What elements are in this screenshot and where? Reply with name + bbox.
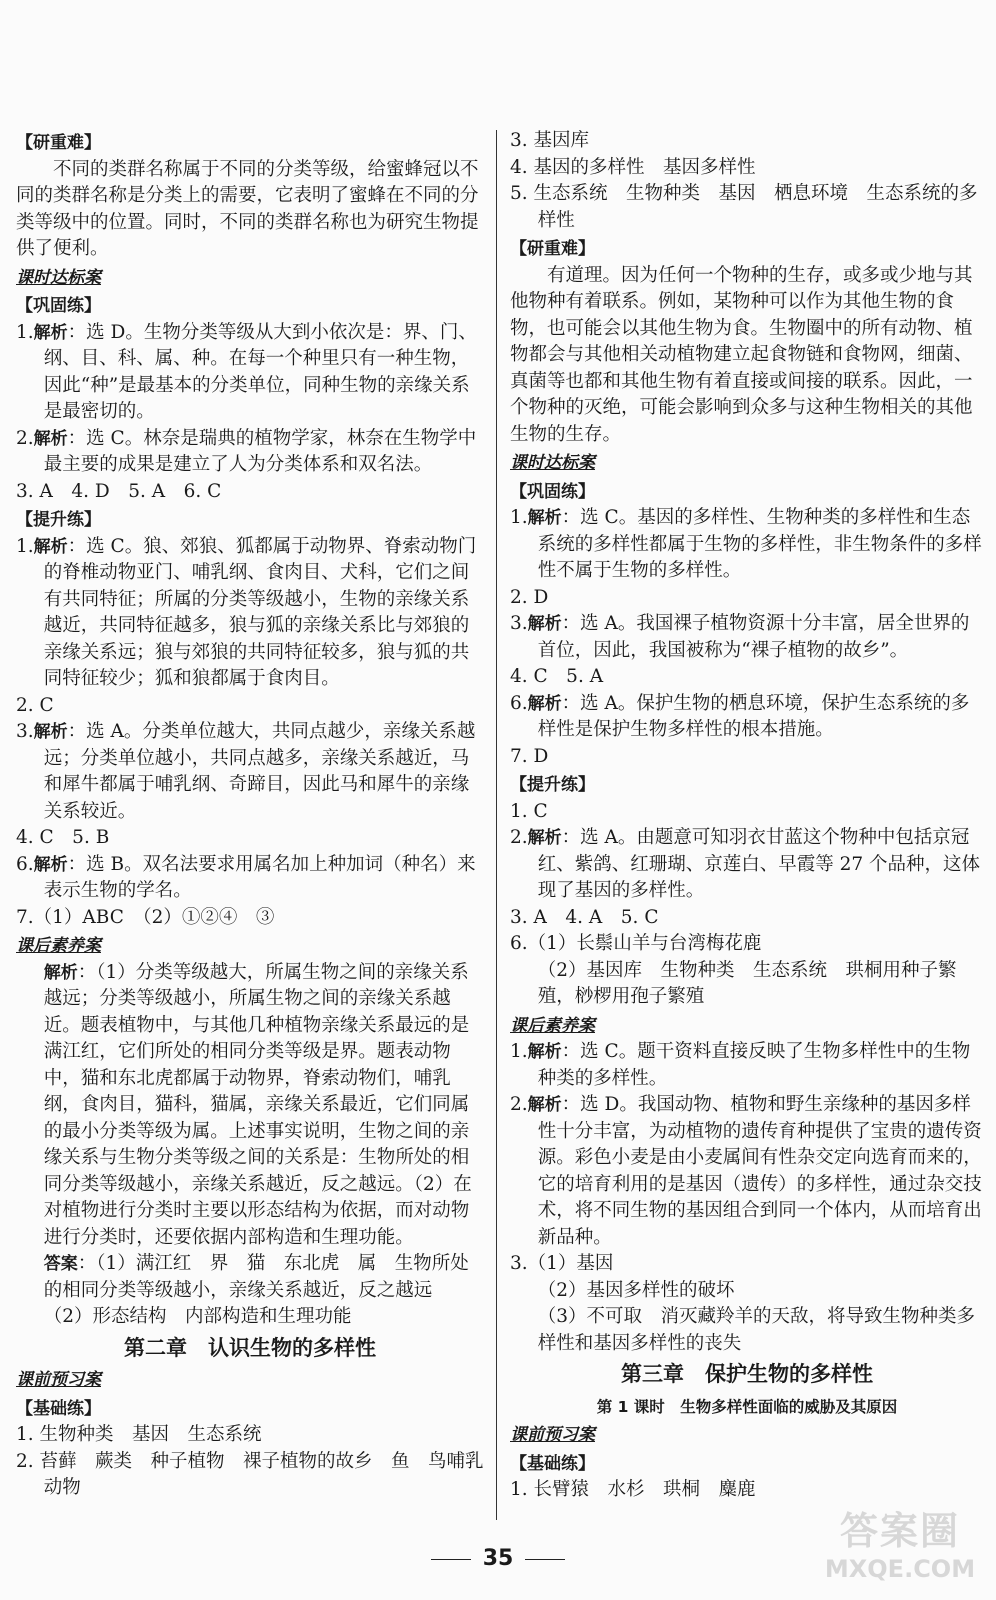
item-number: 2. [510,1094,528,1115]
item-number: 1. [510,507,528,528]
watermark-text: 答案圈 [839,1509,960,1553]
answer-item: （2）基因多样性的破坏 [537,1279,735,1301]
section-title-keqian: 课前预习案 [510,1425,595,1445]
answer-item: 1. 生物种类 基因 生态系统 [16,1424,262,1445]
item-text: ：选 C。题干资料直接反映了生物多样性中的生物种类的多样性。 [537,1041,971,1089]
section-header-tisheng: 【提升练】 [510,775,595,795]
answer-item [510,1092,984,1251]
watermark-logo [812,1508,988,1594]
answer-item: 2. D [510,586,549,608]
answer-item [16,534,484,693]
answer-item: （3）不可取 消灭藏羚羊的天敌，将导致生物种类多样性和基因多样性的丧失 [537,1306,976,1354]
section-header-yan: 【研重难】 [510,239,595,259]
watermark-url: MXQE.COM [824,1555,976,1583]
item-number: 1. [16,535,34,557]
answer-item: 1. 长臂猿 水杉 珙桐 麋鹿 [510,1479,756,1500]
column-divider [496,130,497,1520]
answer-item: 2. C [16,694,54,716]
chapter-title: 第二章 认识生物的多样性 [124,1335,376,1360]
section-title-keshi: 课时达标案 [16,267,101,288]
item-label: 解析 [527,614,562,634]
section-title-keqian: 课前预习案 [16,1370,101,1390]
paragraph: 不同的类群名称属于不同的分类等级，给蜜蜂冠以不同的类群名称是分类上的需要，它表明了蜜蜂在不同的分类等级中的位置。同时，不同的类群名称也为研究生物提供了便利。 [16,158,479,259]
answer-item: 1. C [510,800,548,822]
section-header-yan: 【研重难】 [16,133,101,153]
section-title-keshi: 课时达标案 [510,453,595,473]
answer-item: 3. A 4. D 5. A 6. C [16,480,222,502]
item-text: ：选 A。由题意可知羽衣甘蓝这个物种中包括京冠红、紫鸽、红珊瑚、京莲白、早霞等 27 个品种，这体现了基因的多样性。 [537,827,981,901]
answer-item: （2）基因库 生物种类 生态系统 珙桐用种子繁殖，桫椤用孢子繁殖 [537,959,957,1007]
footer-dash [431,1559,471,1560]
item-label: 解析 [33,322,68,343]
item-text: ：选 D。生物分类等级从大到小依次是：界、门、纲、目、科、属、种。在每一个种里只有一种生物，因此“种”是最基本的分类单位，同种生物的亲缘关系是最密切的。 [43,321,477,422]
item-number: 2. [16,427,34,449]
answer-item: 4. C 5. B [16,827,110,848]
answer-item: 6.（1）长鬃山羊与台湾梅花鹿 [510,933,762,954]
item-text: ：选 B。双名法要求用属名加上种加词（种名）来表示生物的学名。 [43,853,476,901]
analysis-paragraph [16,960,484,1252]
section-header-gonggu: 【巩固练】 [16,296,101,316]
item-text: ：（1）满江红 界 猫 东北虎 属 生物所处的相同分类等级越小，亲缘关系越近，反之越远 [43,1253,469,1301]
item-text: ：选 A。保护生物的栖息环境，保护生态系统的多样性是保护生物多样性的根本措施。 [537,692,970,740]
section-title-kehou: 课后素养案 [16,936,101,956]
item-text: ：（1）分类等级越大，所属生物之间的亲缘关系越远；分类等级越小，所属生物之间的亲缘关系越近。题表植物中，与其他几种植物亲缘关系最远的是满江红，它们所处的相同分类等级是界。题表动物中，猫和东北虎都属于动物界，脊索动物们，哺乳纲，食肉目，猫科，猫属，亲缘关系最近，它们同属的最小分类等级为属。上述事实说明，生物之间的亲缘关系与生物分类等级之间的关系是：生物所处的相同分类等级越小，亲缘关系越近，反之越远。（2）在对植物进行分类时主要以形态结构为依据，而对动物进行分类时，还要依据内部构造和生理功能。 [43,961,472,1248]
item-label: 解析 [527,508,562,528]
answer-item: 3. A 4. A 5. C [510,906,659,928]
item-label: 解析 [527,1095,562,1115]
item-text: ：选 C。林奈是瑞典的植物学家，林奈在生物学中最主要的成果是建立了人为分类体系和双名法。 [43,427,477,475]
item-label: 答案 [43,1254,78,1274]
paragraph: 有道理。因为任何一个物种的生存，或多或少地与其他物种有着联系。例如，某物种可以作为其他生物的食物，也可能会以其他生物为食。生物圈中的所有动物、植物都会与其他相关动植物建立起食物链和食物网，细菌、真菌等也都和其他生物有着直接或间接的联系。因此，一个物种的灭绝，可能会影响到众多与这种生物相关的其他生物的生存。 [510,264,973,445]
answer-item [510,611,984,664]
item-number: 1. [16,321,34,343]
item-text: ：选 A。分类单位越大，共同点越少，亲缘关系越远；分类单位越小，共同点越多，亲缘关系越近，马和犀牛都属于哺乳纲、奇蹄目，因此马和犀牛的亲缘关系较近。 [43,721,476,822]
item-label: 解析 [527,828,562,848]
answer-item [16,426,484,479]
page-number: 35 [482,1546,514,1571]
answer-item [510,1039,984,1092]
answer-item [16,852,484,905]
left-column [16,128,484,1502]
chapter-title: 第三章 保护生物的多样性 [621,1362,873,1386]
section-title-kehou: 课后素养案 [510,1015,595,1036]
item-number: 6. [510,692,528,714]
item-text: ：选 C。基因的多样性、生物种类的多样性和生态系统的多样性都属于生物的多样性，非生物条件的多样性不属于生物的多样性。 [537,507,982,581]
answer-item [16,320,484,426]
item-label: 解析 [33,722,68,742]
item-text: ：选 D。我国动物、植物和野生亲缘种的基因多样性十分丰富，为动植物的遗传育种提供了宝贵的遗传资源。彩色小麦是由小麦属间有性杂交定向选育而来的，它的培育利用的是基因（遗传）的多样性，通过杂交技术，将不同生物的基因组合到同一个体内，从而培育出新品种。 [537,1094,982,1248]
right-column [510,128,984,1504]
item-number: 6. [16,853,34,875]
answer-item: 5. 生态系统 生物种类 基因 栖息环境 生态系统的多样性 [510,183,978,231]
section-header-gonggu: 【巩固练】 [510,481,595,502]
item-number: 3. [16,721,34,742]
item-number: 2. [510,827,528,848]
answer-item: 3. 基因库 [510,130,590,151]
answer-paragraph: （2）形态结构 内部构造和生理功能 [43,1306,352,1327]
footer-dash [525,1559,565,1560]
lesson-title: 第 1 课时 生物多样性面临的威胁及其原因 [596,1397,898,1416]
item-label: 解析 [527,1042,562,1062]
item-text: ：选 C。狼、郊狼、狐都属于动物界、脊索动物门的脊椎动物亚门、哺乳纲、食肉目、犬科，它们之间有共同特征；所属的分类等级越小，生物的亲缘关系越近，共同特征越多，狼与狐的亲缘关系比与郊狼的亲缘关系远；狼与郊狼的共同特征较多，狼与狐的共同特征较少；狐和狼都属于食肉目。 [43,535,477,689]
answer-item: 4. 基因的多样性 基因多样性 [510,156,756,178]
answer-item [510,505,984,585]
item-label: 解析 [33,854,68,875]
answer-item: 3.（1）基因 [510,1253,614,1274]
answer-item: 7. D [510,745,549,767]
answer-paragraph [16,1251,484,1304]
item-label: 解析 [33,428,68,449]
answer-item [510,691,984,744]
answer-item: 4. C 5. A [510,666,604,687]
answer-item: 2. 苔藓 蕨类 种子植物 裸子植物的故乡 鱼 鸟哺乳动物 [16,1450,484,1498]
answer-item [16,719,484,825]
item-label: 解析 [527,693,562,714]
section-header-tisheng: 【提升练】 [16,510,101,530]
answer-item [510,825,984,905]
answer-item: 7.（1）ABC （2）①②④ ③ [16,906,275,928]
section-header-jichu: 【基础练】 [510,1453,595,1474]
item-label: 解析 [33,536,68,557]
item-number: 1. [510,1041,528,1062]
item-number: 3. [510,613,528,634]
section-header-jichu: 【基础练】 [16,1398,101,1419]
item-text: ：选 A。我国裸子植物资源十分丰富，居全世界的首位，因此，我国被称为“裸子植物的故乡”。 [537,613,970,661]
item-label: 解析 [43,962,78,983]
